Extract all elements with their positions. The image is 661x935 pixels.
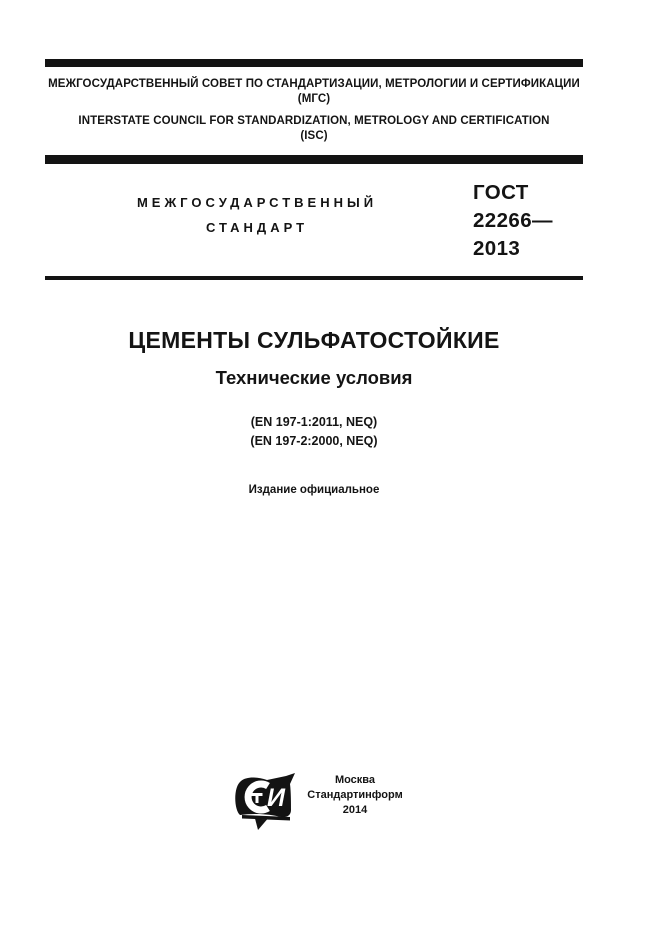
standartinform-logo-svg	[231, 772, 298, 834]
council-abbr-en: (ISC)	[300, 130, 328, 142]
edition-note: Издание официальное	[248, 484, 380, 496]
standartinform-logo-icon	[231, 772, 298, 834]
divider-middle	[45, 155, 583, 164]
en-reference-2: (EN 197-2:2000, NEQ)	[250, 433, 378, 448]
divider-top	[45, 59, 583, 67]
standard-code-line1: ГОСТ	[473, 181, 529, 204]
standard-type-line1: МЕЖГОСУДАРСТВЕННЫЙ	[136, 195, 378, 210]
standard-type-line2: СТАНДАРТ	[205, 220, 309, 235]
en-reference-1: (EN 197-1:2011, NEQ)	[250, 415, 378, 429]
imprint-block	[299, 773, 411, 818]
logo-letter-i: И	[267, 784, 285, 812]
council-header-ru	[45, 77, 583, 107]
imprint-city: Москва	[334, 774, 376, 786]
imprint-publisher: Стандартинформ	[307, 789, 403, 801]
standard-code-line2: 22266—	[473, 209, 553, 232]
standard-type-label	[45, 190, 469, 240]
document-title: ЦЕМЕНТЫ СУЛЬФАТОСТОЙКИЕ	[128, 327, 500, 353]
standard-code-line3: 2013	[473, 237, 521, 260]
standard-designation	[473, 179, 553, 263]
divider-thin	[45, 276, 583, 280]
council-abbr-ru: (МГС)	[297, 93, 331, 105]
council-name-en: INTERSTATE COUNCIL FOR STANDARDIZATION, METROLOGY AND CERTIFICATION	[78, 115, 550, 127]
council-header-en	[45, 114, 583, 144]
document-subtitle: Технические условия	[215, 367, 413, 388]
en-references	[45, 413, 583, 450]
council-name-ru: МЕЖГОСУДАРСТВЕННЫЙ СОВЕТ ПО СТАНДАРТИЗАЦИИ, МЕТРОЛОГИИ И СЕРТИФИКАЦИИ	[48, 78, 580, 90]
imprint-year: 2014	[342, 804, 368, 816]
